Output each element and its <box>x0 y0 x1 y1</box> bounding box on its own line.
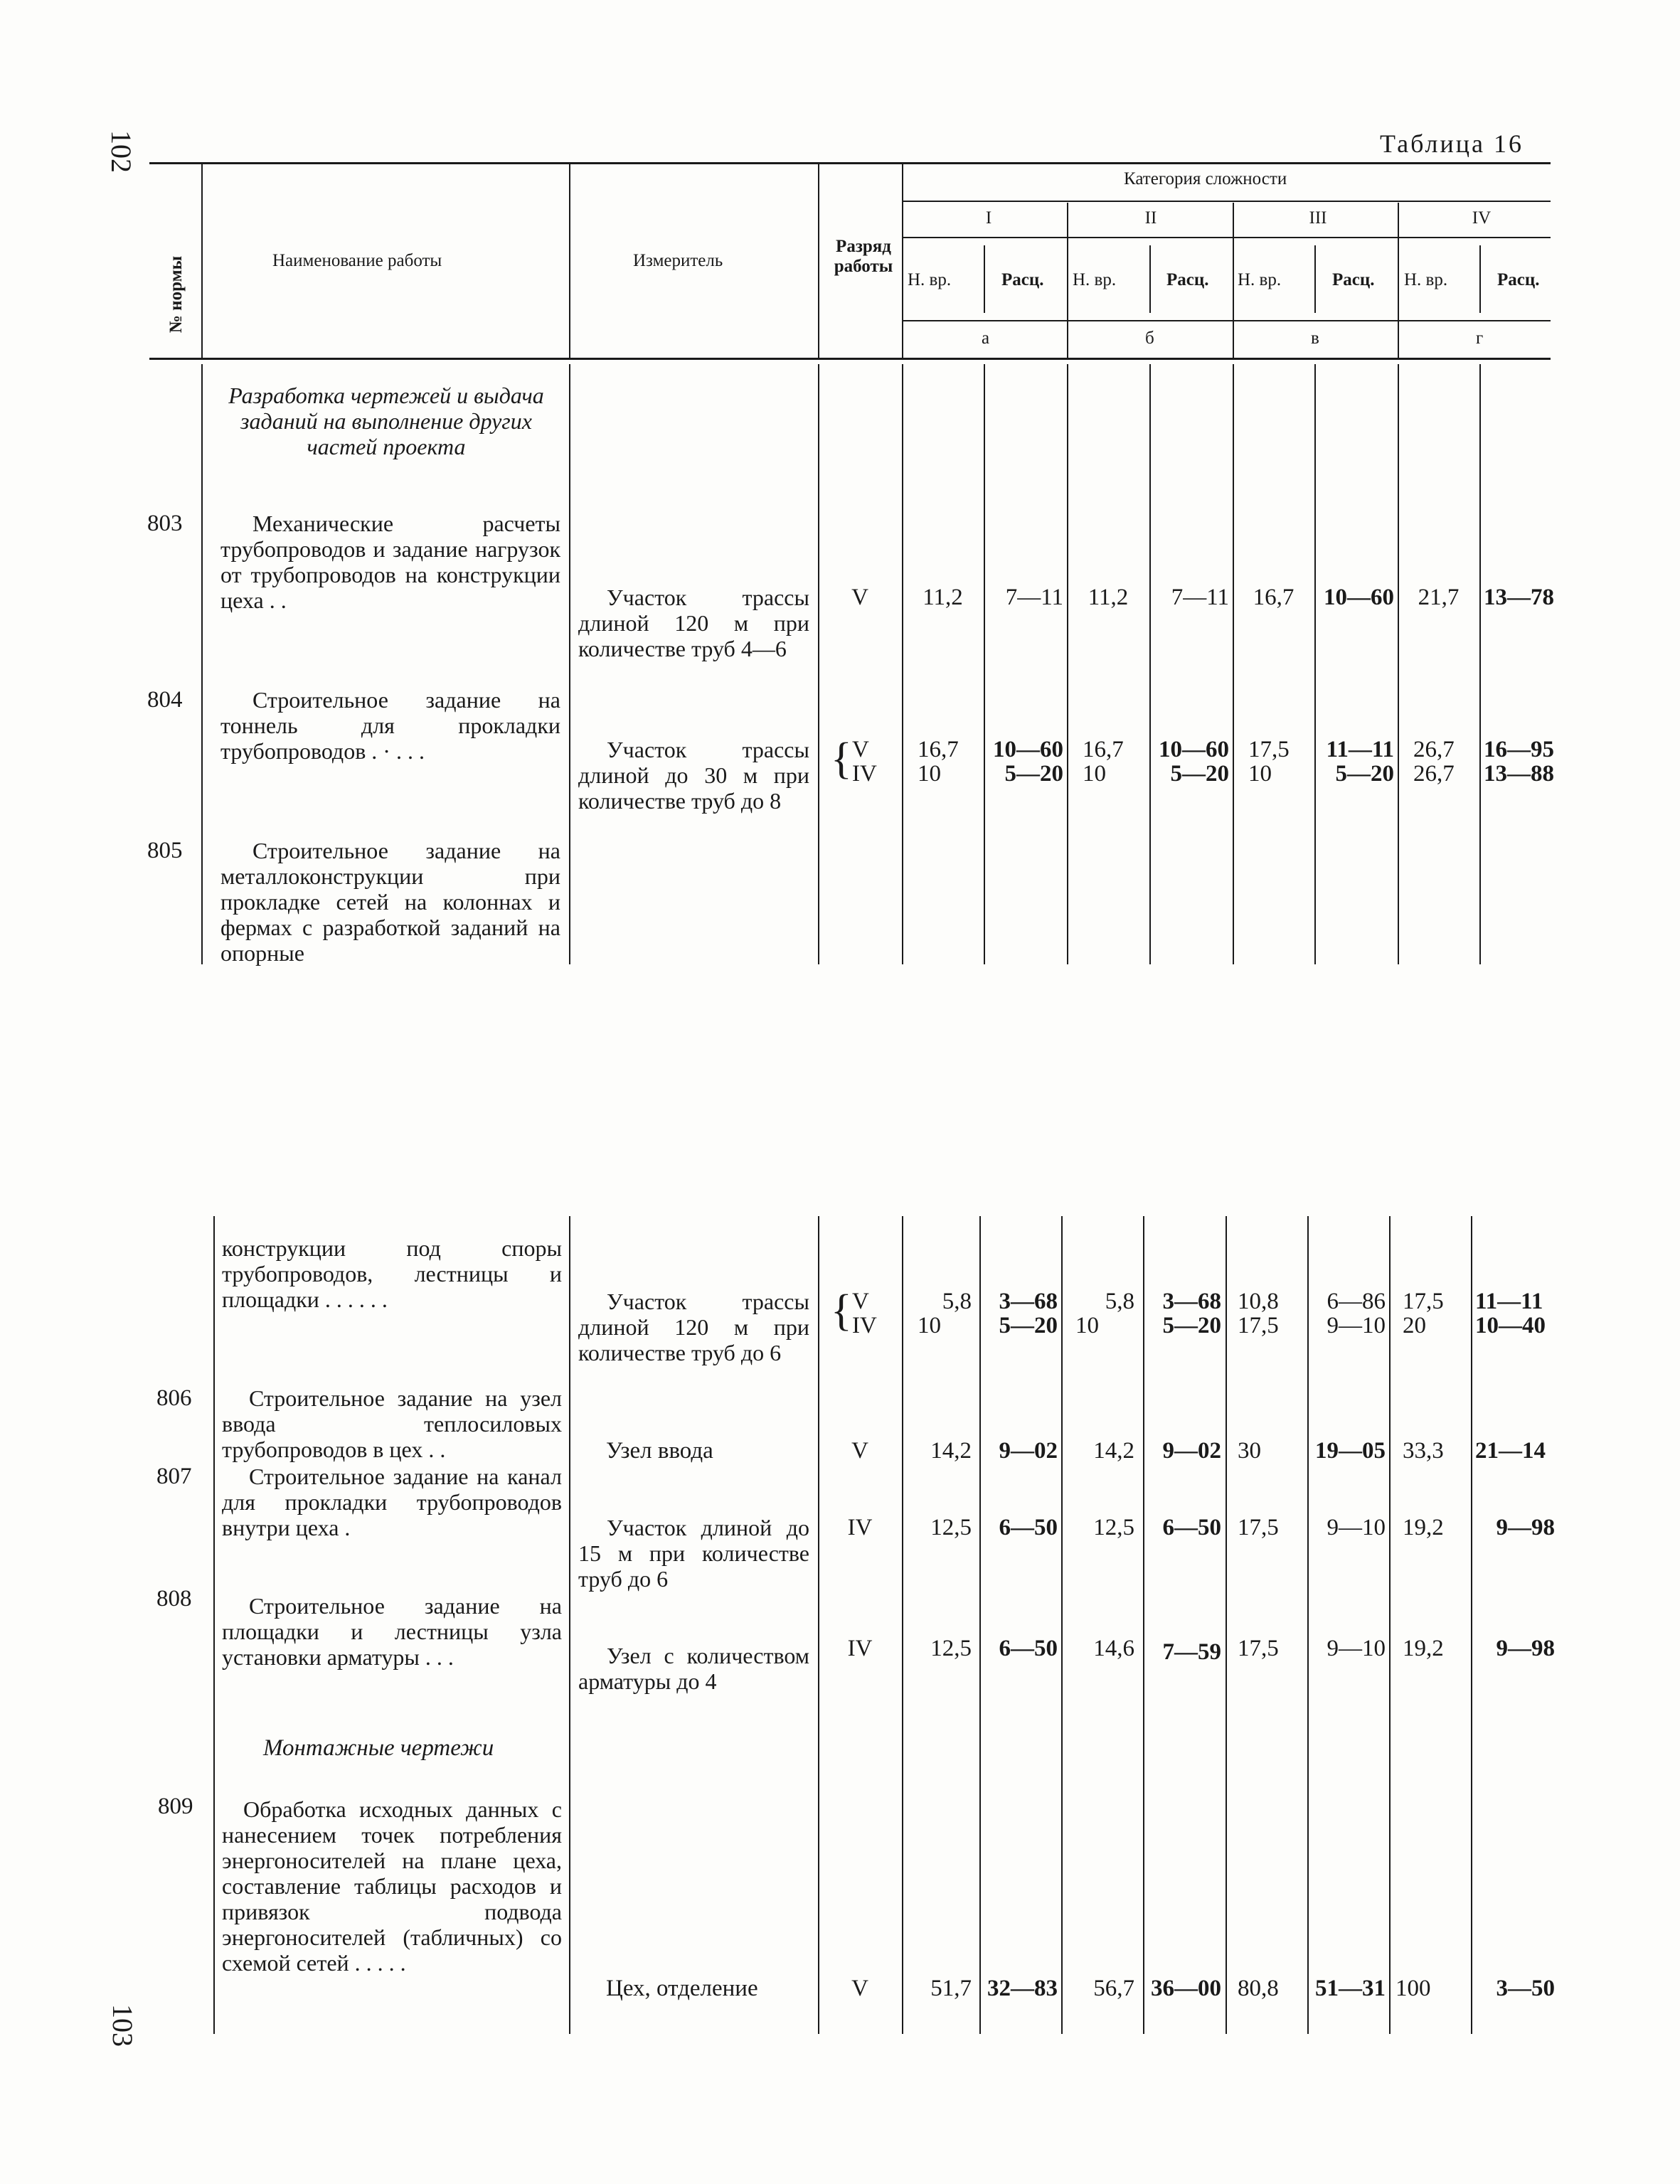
row-803-grade: V <box>851 585 868 610</box>
row-806-val-2: 9—02 <box>999 1438 1058 1464</box>
row-808-name: Строительное задание на площадки и лестницы узла установки арматуры . . . <box>222 1593 562 1670</box>
hdr-col-name: Наименование работы <box>272 251 442 270</box>
row-804-grade-1: V <box>852 737 869 762</box>
row-806-val-4: 9—02 <box>1162 1438 1221 1464</box>
hdr-sub-sep-1 <box>984 245 985 313</box>
row-804-a-val-8: 16—95 <box>1484 737 1554 762</box>
row-803-number: 803 <box>147 511 183 536</box>
row-807-val-6: 9—10 <box>1327 1515 1386 1540</box>
hdr-sep-4 <box>902 164 903 359</box>
row-804-a-val-1: 16,7 <box>918 737 959 762</box>
section-title-drawings: Разработка чертежей и выдача заданий на выполнение других частей проекта <box>228 383 544 459</box>
hdr-category-4: IV <box>1472 208 1492 228</box>
row-807-val-8: 9—98 <box>1496 1515 1555 1540</box>
hdr-col-grade: Разряд работы <box>834 237 893 276</box>
row-803-measure: Участок трассы длиной 120 м при количестве труб 4—6 <box>578 585 809 661</box>
row-805-grade-1: V <box>852 1289 869 1314</box>
row-806-val-3: 14,2 <box>1093 1438 1134 1464</box>
row-805-b-val-5: 17,5 <box>1238 1313 1279 1338</box>
row-806-val-5: 30 <box>1238 1438 1261 1464</box>
hdr-rasc-1: Расц. <box>1001 270 1044 289</box>
row-807-val-4: 6—50 <box>1162 1515 1221 1540</box>
row-804-b-val-3: 10 <box>1083 761 1106 787</box>
hdr-sep-6 <box>1233 203 1234 359</box>
row-806-number: 806 <box>156 1385 192 1411</box>
body1-sep-5 <box>984 364 985 964</box>
row-809-val-6: 51—31 <box>1315 1976 1386 2001</box>
rule-under-categories <box>902 237 1551 238</box>
row-805-a-val-7: 17,5 <box>1403 1289 1444 1314</box>
row-803-val-2: 7—11 <box>1005 585 1063 610</box>
row-805-a-val-3: 5,8 <box>1105 1289 1134 1314</box>
row-809-measure: Цех, отделение <box>606 1976 758 2001</box>
row-808-val-7: 19,2 <box>1403 1636 1444 1661</box>
row-806-name: Строительное задание на узел ввода теплосиловых трубопроводов в цех . . <box>222 1385 562 1462</box>
hdr-col-measure: Измеритель <box>633 251 723 270</box>
row-807-measure: Участок длиной до 15 м при количестве труб до 6 <box>578 1515 809 1592</box>
body1-sep-9 <box>1314 364 1316 964</box>
row-804-b-val-1: 10 <box>918 761 941 787</box>
body2-sep-10 <box>1389 1216 1391 2034</box>
row-805-grade-2: IV <box>852 1313 877 1338</box>
row-806-val-6: 19—05 <box>1315 1438 1386 1464</box>
row-803-val-4: 7—11 <box>1171 585 1229 610</box>
row-807-val-7: 19,2 <box>1403 1515 1444 1540</box>
top-page-number: 102 <box>105 130 137 173</box>
row-808-val-4: 7—59 <box>1162 1639 1221 1665</box>
row-805-a-val-5: 10,8 <box>1238 1289 1279 1314</box>
row-805-a-val-1: 5,8 <box>942 1289 972 1314</box>
row-803-val-1: 11,2 <box>923 585 963 610</box>
header-top-rule <box>149 162 1551 164</box>
body2-sep-6 <box>1061 1216 1063 2034</box>
row-804-b-val-2: 5—20 <box>1004 761 1063 787</box>
row-804-measure: Участок трассы длиной до 30 м при количестве труб до 8 <box>578 737 809 814</box>
row-807-grade: IV <box>847 1515 873 1540</box>
row-805-b-val-2: 5—20 <box>999 1313 1058 1338</box>
section-title-assembly: Монтажные чертежи <box>263 1735 494 1761</box>
row-806-val-1: 14,2 <box>930 1438 972 1464</box>
body2-sep-1 <box>213 1216 215 2034</box>
row-808-grade: IV <box>847 1636 873 1661</box>
header-bottom-rule <box>149 358 1551 360</box>
hdr-col-number: № нормы <box>166 255 186 334</box>
row-808-measure: Узел с количеством арматуры до 4 <box>578 1643 809 1694</box>
body2-sep-4 <box>902 1216 903 2034</box>
body2-sep-2 <box>569 1216 570 2034</box>
hdr-rasc-4: Расц. <box>1497 270 1540 289</box>
hdr-sep-3 <box>818 164 819 359</box>
hdr-rasc-3: Расц. <box>1332 270 1375 289</box>
row-806-val-8: 21—14 <box>1475 1438 1546 1464</box>
row-809-val-2: 32—83 <box>987 1976 1058 2001</box>
row-804-a-val-7: 26,7 <box>1413 737 1455 762</box>
rule-under-subheaders <box>902 320 1551 321</box>
row-804-a-val-6: 11—11 <box>1326 737 1394 762</box>
row-804-a-val-4: 10—60 <box>1159 737 1229 762</box>
body1-sep-7 <box>1149 364 1151 964</box>
hdr-letter-a: а <box>982 329 990 348</box>
row-807-val-2: 6—50 <box>999 1515 1058 1540</box>
row-804-a-val-2: 10—60 <box>993 737 1063 762</box>
row-804-b-val-8: 13—88 <box>1484 761 1554 787</box>
row-805-number: 805 <box>147 838 183 863</box>
row-805-b-val-1: 10 <box>918 1313 941 1338</box>
row-808-val-2: 6—50 <box>999 1636 1058 1661</box>
row-809-val-5: 80,8 <box>1238 1976 1279 2001</box>
row-805-a-val-6: 6—86 <box>1327 1289 1386 1314</box>
row-805-a-val-4: 3—68 <box>1162 1289 1221 1314</box>
row-803-val-7: 21,7 <box>1418 585 1460 610</box>
hdr-complexity: Категория сложности <box>1124 169 1287 188</box>
body1-sep-11 <box>1479 364 1481 964</box>
hdr-category-3: III <box>1309 208 1327 228</box>
row-809-name: Обработка исходных данных с нанесением точек потребления энергоносителей на плане цеха, составление таблицы расходов и привязок подвода энергоносителей (табличных) со схемой сетей . . . . . <box>222 1796 562 1976</box>
body1-sep-1 <box>201 364 203 964</box>
row-803-name: Механические расчеты трубопроводов и задание нагрузок от трубопроводов на конструкции цеха . . <box>220 511 560 613</box>
body1-sep-3 <box>818 364 819 964</box>
body2-sep-8 <box>1226 1216 1227 2034</box>
row-809-number: 809 <box>158 1794 193 1819</box>
row-805-brace: { <box>831 1287 852 1335</box>
row-809-val-4: 36—00 <box>1151 1976 1221 2001</box>
hdr-nvr-4: Н. вр. <box>1404 270 1448 289</box>
hdr-sub-sep-4 <box>1479 245 1481 313</box>
row-806-grade: V <box>851 1438 868 1464</box>
row-803-val-6: 10—60 <box>1324 585 1394 610</box>
row-804-grade-2: IV <box>852 761 877 787</box>
row-809-val-3: 56,7 <box>1093 1976 1134 2001</box>
hdr-rasc-2: Расц. <box>1166 270 1209 289</box>
row-803-val-8: 13—78 <box>1484 585 1554 610</box>
row-804-a-val-3: 16,7 <box>1083 737 1124 762</box>
row-804-brace: { <box>831 735 852 783</box>
body2-sep-11 <box>1471 1216 1472 2034</box>
hdr-sub-sep-2 <box>1149 245 1151 313</box>
row-808-val-1: 12,5 <box>930 1636 972 1661</box>
row-807-name: Строительное задание на канал для прокладки трубопроводов внутри цеха . <box>222 1464 562 1540</box>
row-806-val-7: 33,3 <box>1403 1438 1444 1464</box>
row-805-a-val-2: 3—68 <box>999 1289 1058 1314</box>
row-807-number: 807 <box>156 1464 192 1489</box>
row-804-name: Строительное задание на тоннель для прокладки трубопроводов . · . . . <box>220 687 560 764</box>
hdr-letter-g: г <box>1476 329 1484 348</box>
hdr-letter-v: в <box>1311 329 1319 348</box>
body2-sep-3 <box>818 1216 819 2034</box>
hdr-nvr-2: Н. вр. <box>1073 270 1117 289</box>
row-804-b-val-6: 5—20 <box>1335 761 1394 787</box>
hdr-sep-7 <box>1398 203 1399 359</box>
row-805-name-part1: Строительное задание на металлоконструкции при прокладке сетей на колоннах и фермах с разработкой заданий на опорные <box>220 838 560 966</box>
row-805-b-val-8: 10—40 <box>1475 1313 1546 1338</box>
row-805-b-val-6: 9—10 <box>1327 1313 1386 1338</box>
body2-sep-9 <box>1307 1216 1309 2034</box>
row-803-val-5: 16,7 <box>1253 585 1294 610</box>
row-808-val-5: 17,5 <box>1238 1636 1279 1661</box>
row-805-measure: Участок трассы длиной 120 м при количестве труб до 6 <box>578 1289 809 1365</box>
rule-under-complexity <box>902 201 1551 202</box>
row-805-a-val-8: 11—11 <box>1475 1289 1543 1314</box>
hdr-sub-sep-3 <box>1314 245 1316 313</box>
row-805-b-val-4: 5—20 <box>1162 1313 1221 1338</box>
row-804-b-val-5: 10 <box>1248 761 1272 787</box>
hdr-category-2: II <box>1144 208 1157 228</box>
row-807-val-3: 12,5 <box>1093 1515 1134 1540</box>
hdr-category-1: I <box>985 208 992 228</box>
row-804-number: 804 <box>147 687 183 713</box>
row-808-val-8: 9—98 <box>1496 1636 1555 1661</box>
row-805-name-part2: конструкции под споры трубопроводов, лестницы и площадки . . . . . . <box>222 1235 562 1312</box>
row-809-val-7: 100 <box>1395 1976 1431 2001</box>
body1-sep-6 <box>1067 364 1068 964</box>
row-808-number: 808 <box>156 1586 192 1612</box>
row-805-b-val-3: 10 <box>1075 1313 1099 1338</box>
hdr-sep-5 <box>1067 203 1068 359</box>
body1-sep-4 <box>902 364 903 964</box>
bottom-page-number: 103 <box>107 2004 139 2047</box>
table-title: Таблица 16 <box>1380 129 1524 158</box>
row-804-a-val-5: 17,5 <box>1248 737 1290 762</box>
hdr-sep-1 <box>201 164 203 359</box>
row-809-val-1: 51,7 <box>930 1976 972 2001</box>
hdr-nvr-1: Н. вр. <box>908 270 952 289</box>
row-804-b-val-7: 26,7 <box>1413 761 1455 787</box>
body2-sep-5 <box>979 1216 981 2034</box>
row-808-val-6: 9—10 <box>1327 1636 1386 1661</box>
body1-sep-10 <box>1398 364 1399 964</box>
row-805-b-val-7: 20 <box>1403 1313 1426 1338</box>
body1-sep-8 <box>1233 364 1234 964</box>
row-803-val-3: 11,2 <box>1088 585 1129 610</box>
hdr-nvr-3: Н. вр. <box>1238 270 1282 289</box>
row-809-val-8: 3—50 <box>1496 1976 1555 2001</box>
hdr-letter-b: б <box>1145 329 1154 348</box>
row-808-val-3: 14,6 <box>1093 1636 1134 1661</box>
row-804-b-val-4: 5—20 <box>1170 761 1229 787</box>
body1-sep-2 <box>569 364 570 964</box>
row-807-val-5: 17,5 <box>1238 1515 1279 1540</box>
row-807-val-1: 12,5 <box>930 1515 972 1540</box>
row-806-measure: Узел ввода <box>606 1438 713 1464</box>
row-809-grade: V <box>851 1976 868 2001</box>
body2-sep-7 <box>1143 1216 1144 2034</box>
hdr-sep-2 <box>569 164 570 359</box>
